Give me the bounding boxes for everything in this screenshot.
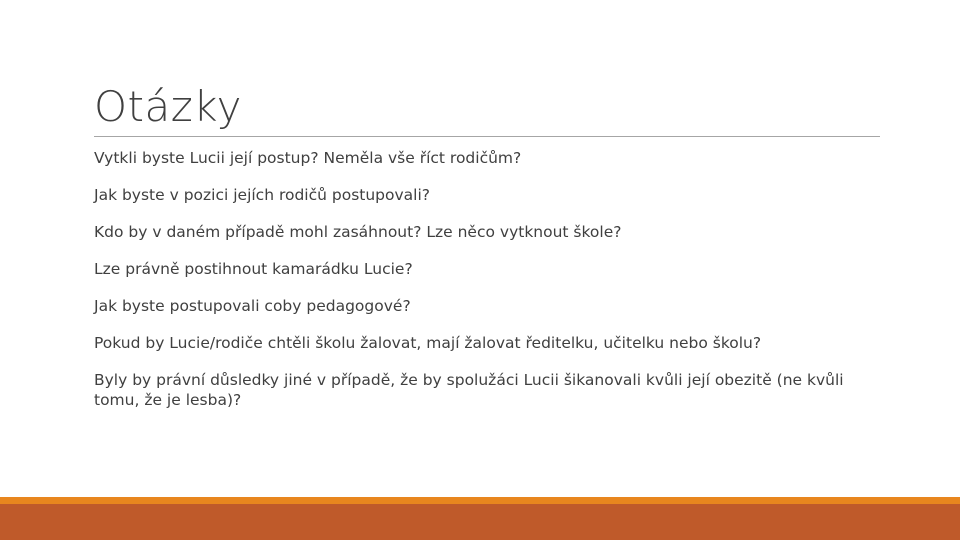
question-item: Kdo by v daném případě mohl zasáhnout? Lze něco vytknout škole? xyxy=(94,223,622,241)
question-list xyxy=(94,148,874,427)
title-divider xyxy=(94,136,880,137)
question-item: Vytkli byste Lucii její postup? Neměla vše říct rodičům? xyxy=(94,149,522,167)
footer-accent-band xyxy=(0,497,960,504)
question-item: Jak byste v pozici jejích rodičů postupovali? xyxy=(94,186,431,204)
question-item: Byly by právní důsledky jiné v případě, že by spolužáci Lucii šikanovali kvůli její obezitě (ne kvůli tomu, že je lesba)? xyxy=(94,371,844,409)
question-item: Pokud by Lucie/rodiče chtěli školu žalovat, mají žalovat ředitelku, učitelku nebo školu? xyxy=(94,334,762,352)
footer-band xyxy=(0,504,960,540)
slide-title: Otázky xyxy=(94,82,242,131)
question-item: Lze právně postihnout kamarádku Lucie? xyxy=(94,260,413,278)
question-item: Jak byste postupovali coby pedagogové? xyxy=(94,297,411,315)
